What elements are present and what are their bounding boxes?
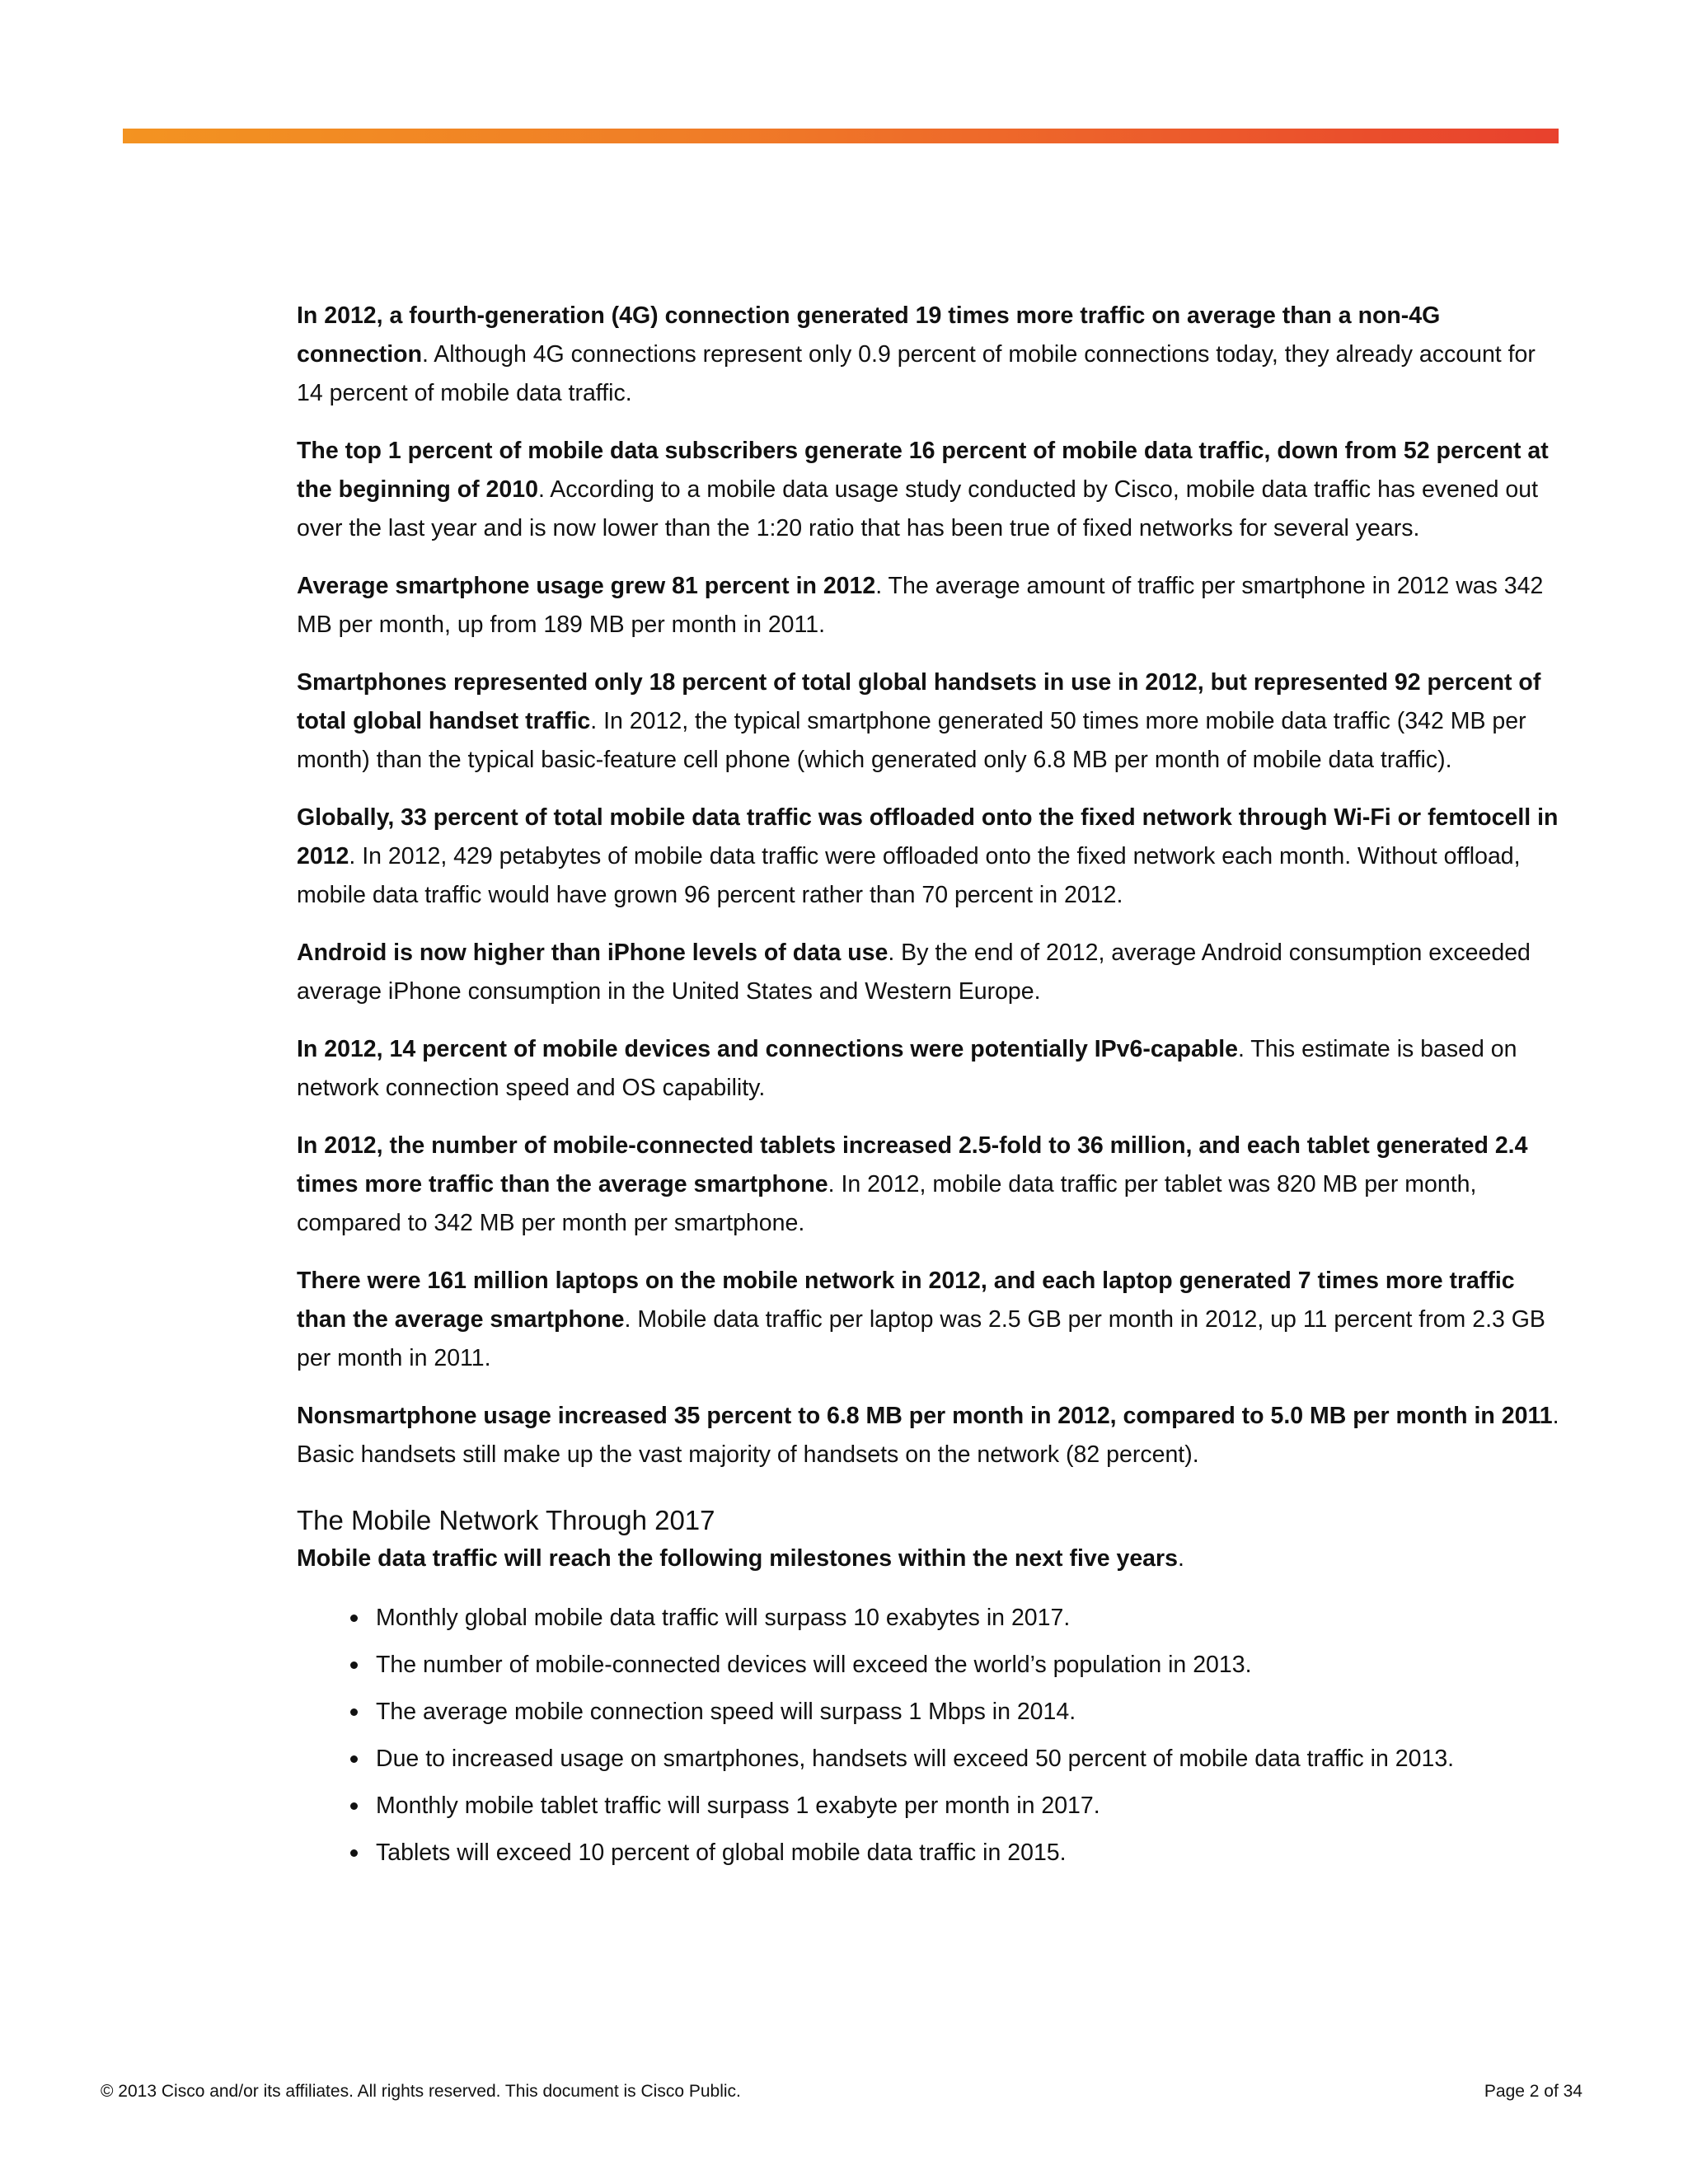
- list-item: [297, 1789, 1566, 1822]
- paragraph-text: . According to a mobile data usage study conducted by Cisco, mobile data traffic has evened out over the last year and is now lower than the 1:20 ratio that has been true of fixed networks for several years.: [297, 476, 1538, 541]
- paragraph: [297, 934, 1566, 1011]
- list-item-text: Due to increased usage on smartphones, handsets will exceed 50 percent of mobile data traffic in 2013.: [376, 1746, 1455, 1772]
- footer-page-number: Page 2 of 34: [1484, 2082, 1582, 2101]
- paragraph-lead: Android is now higher than iPhone levels of data use: [297, 940, 889, 966]
- paragraph-lead: Globally, 33 percent of total mobile data traffic was offloaded onto the fixed network through Wi-Fi or femtocell in 2012: [297, 804, 1559, 869]
- list-item-text: Tablets will exceed 10 percent of global mobile data traffic in 2015.: [376, 1840, 1067, 1866]
- list-item-text: The number of mobile-connected devices will exceed the world’s population in 2013.: [376, 1652, 1252, 1678]
- section-heading: The Mobile Network Through 2017: [297, 1505, 715, 1535]
- paragraph-text: . The average amount of traffic per smartphone in 2012 was 342 MB per month, up from 189 MB per month in 2011.: [297, 573, 1544, 638]
- list-item-text: The average mobile connection speed will surpass 1 Mbps in 2014.: [376, 1699, 1076, 1725]
- section-intro-lead: Mobile data traffic will reach the following milestones within the next five years: [297, 1545, 1178, 1572]
- list-item: [297, 1648, 1566, 1681]
- list-item: [297, 1601, 1566, 1634]
- paragraph-text: . By the end of 2012, average Android consumption exceeded average iPhone consumption in the United States and Western Europe.: [297, 940, 1531, 1005]
- paragraph: [297, 663, 1566, 780]
- milestone-list: [297, 1601, 1566, 1869]
- paragraph: [297, 799, 1566, 915]
- paragraph-text: . Mobile data traffic per laptop was 2.5 GB per month in 2012, up 11 percent from 2.3 GB per month in 2011.: [297, 1306, 1545, 1371]
- paragraph-text: . This estimate is based on network connection speed and OS capability.: [297, 1036, 1517, 1101]
- footer-copyright: © 2013 Cisco and/or its affiliates. All rights reserved. This document is Cisco Public.: [101, 2082, 741, 2101]
- paragraph-lead: The top 1 percent of mobile data subscribers generate 16 percent of mobile data traffic, down from 52 percent at the beginning of 2010: [297, 438, 1549, 503]
- paragraph-text: . In 2012, mobile data traffic per tablet was 820 MB per month, compared to 342 MB per month per smartphone.: [297, 1171, 1477, 1236]
- paragraph: [297, 1127, 1566, 1243]
- bullet-icon: [350, 1661, 358, 1669]
- paragraph-lead: In 2012, 14 percent of mobile devices and connections were potentially IPv6-capable: [297, 1036, 1238, 1062]
- paragraph-lead: Smartphones represented only 18 percent of total global handsets in use in 2012, but represented 92 percent of total global handset traffic: [297, 669, 1541, 734]
- paragraph-text: . In 2012, the typical smartphone generated 50 times more mobile data traffic (342 MB per month) than the typical basic-feature cell phone (which generated only 6.8 MB per month of mobile data traffic).: [297, 708, 1526, 773]
- section-intro: [297, 1540, 1566, 1577]
- bullet-icon: [350, 1802, 358, 1810]
- section-intro-tail: .: [1177, 1545, 1184, 1572]
- list-item: [297, 1836, 1566, 1869]
- paragraph-text: . Basic handsets still make up the vast majority of handsets on the network (82 percent).: [297, 1403, 1559, 1468]
- list-item: [297, 1742, 1566, 1775]
- paragraph-lead: There were 161 million laptops on the mobile network in 2012, and each laptop generated 7 times more traffic than the average smartphone: [297, 1268, 1515, 1333]
- list-item-text: Monthly mobile tablet traffic will surpass 1 exabyte per month in 2017.: [376, 1793, 1100, 1819]
- bullet-icon: [350, 1615, 358, 1622]
- header-accent-bar: [123, 129, 1559, 143]
- paragraph: [297, 567, 1566, 644]
- paragraph: [297, 1030, 1566, 1108]
- paragraph-text: . Although 4G connections represent only 0.9 percent of mobile connections today, they already account for 14 percent of mobile data traffic.: [297, 341, 1536, 406]
- paragraph-text: . In 2012, 429 petabytes of mobile data traffic were offloaded onto the fixed network each month. Without offload, mobile data traffic would have grown 96 percent rather than 70 percent in 2012.: [297, 843, 1521, 908]
- bullet-icon: [350, 1708, 358, 1716]
- paragraph: [297, 297, 1566, 413]
- bullet-icon: [350, 1849, 358, 1857]
- paragraph-lead: In 2012, the number of mobile-connected tablets increased 2.5-fold to 36 million, and each tablet generated 2.4 times more traffic than the average smartphone: [297, 1132, 1528, 1197]
- list-item-text: Monthly global mobile data traffic will surpass 10 exabytes in 2017.: [376, 1605, 1071, 1631]
- paragraph: [297, 432, 1566, 548]
- paragraph: [297, 1397, 1566, 1474]
- paragraph-lead: Nonsmartphone usage increased 35 percent to 6.8 MB per month in 2012, compared to 5.0 MB per month in 2011: [297, 1403, 1553, 1429]
- document-body: [297, 297, 1566, 1883]
- paragraph: [297, 1262, 1566, 1378]
- list-item: [297, 1695, 1566, 1728]
- bullet-icon: [350, 1755, 358, 1763]
- paragraph-lead: In 2012, a fourth-generation (4G) connection generated 19 times more traffic on average than a non-4G connection: [297, 302, 1441, 368]
- paragraph-lead: Average smartphone usage grew 81 percent in 2012: [297, 573, 876, 599]
